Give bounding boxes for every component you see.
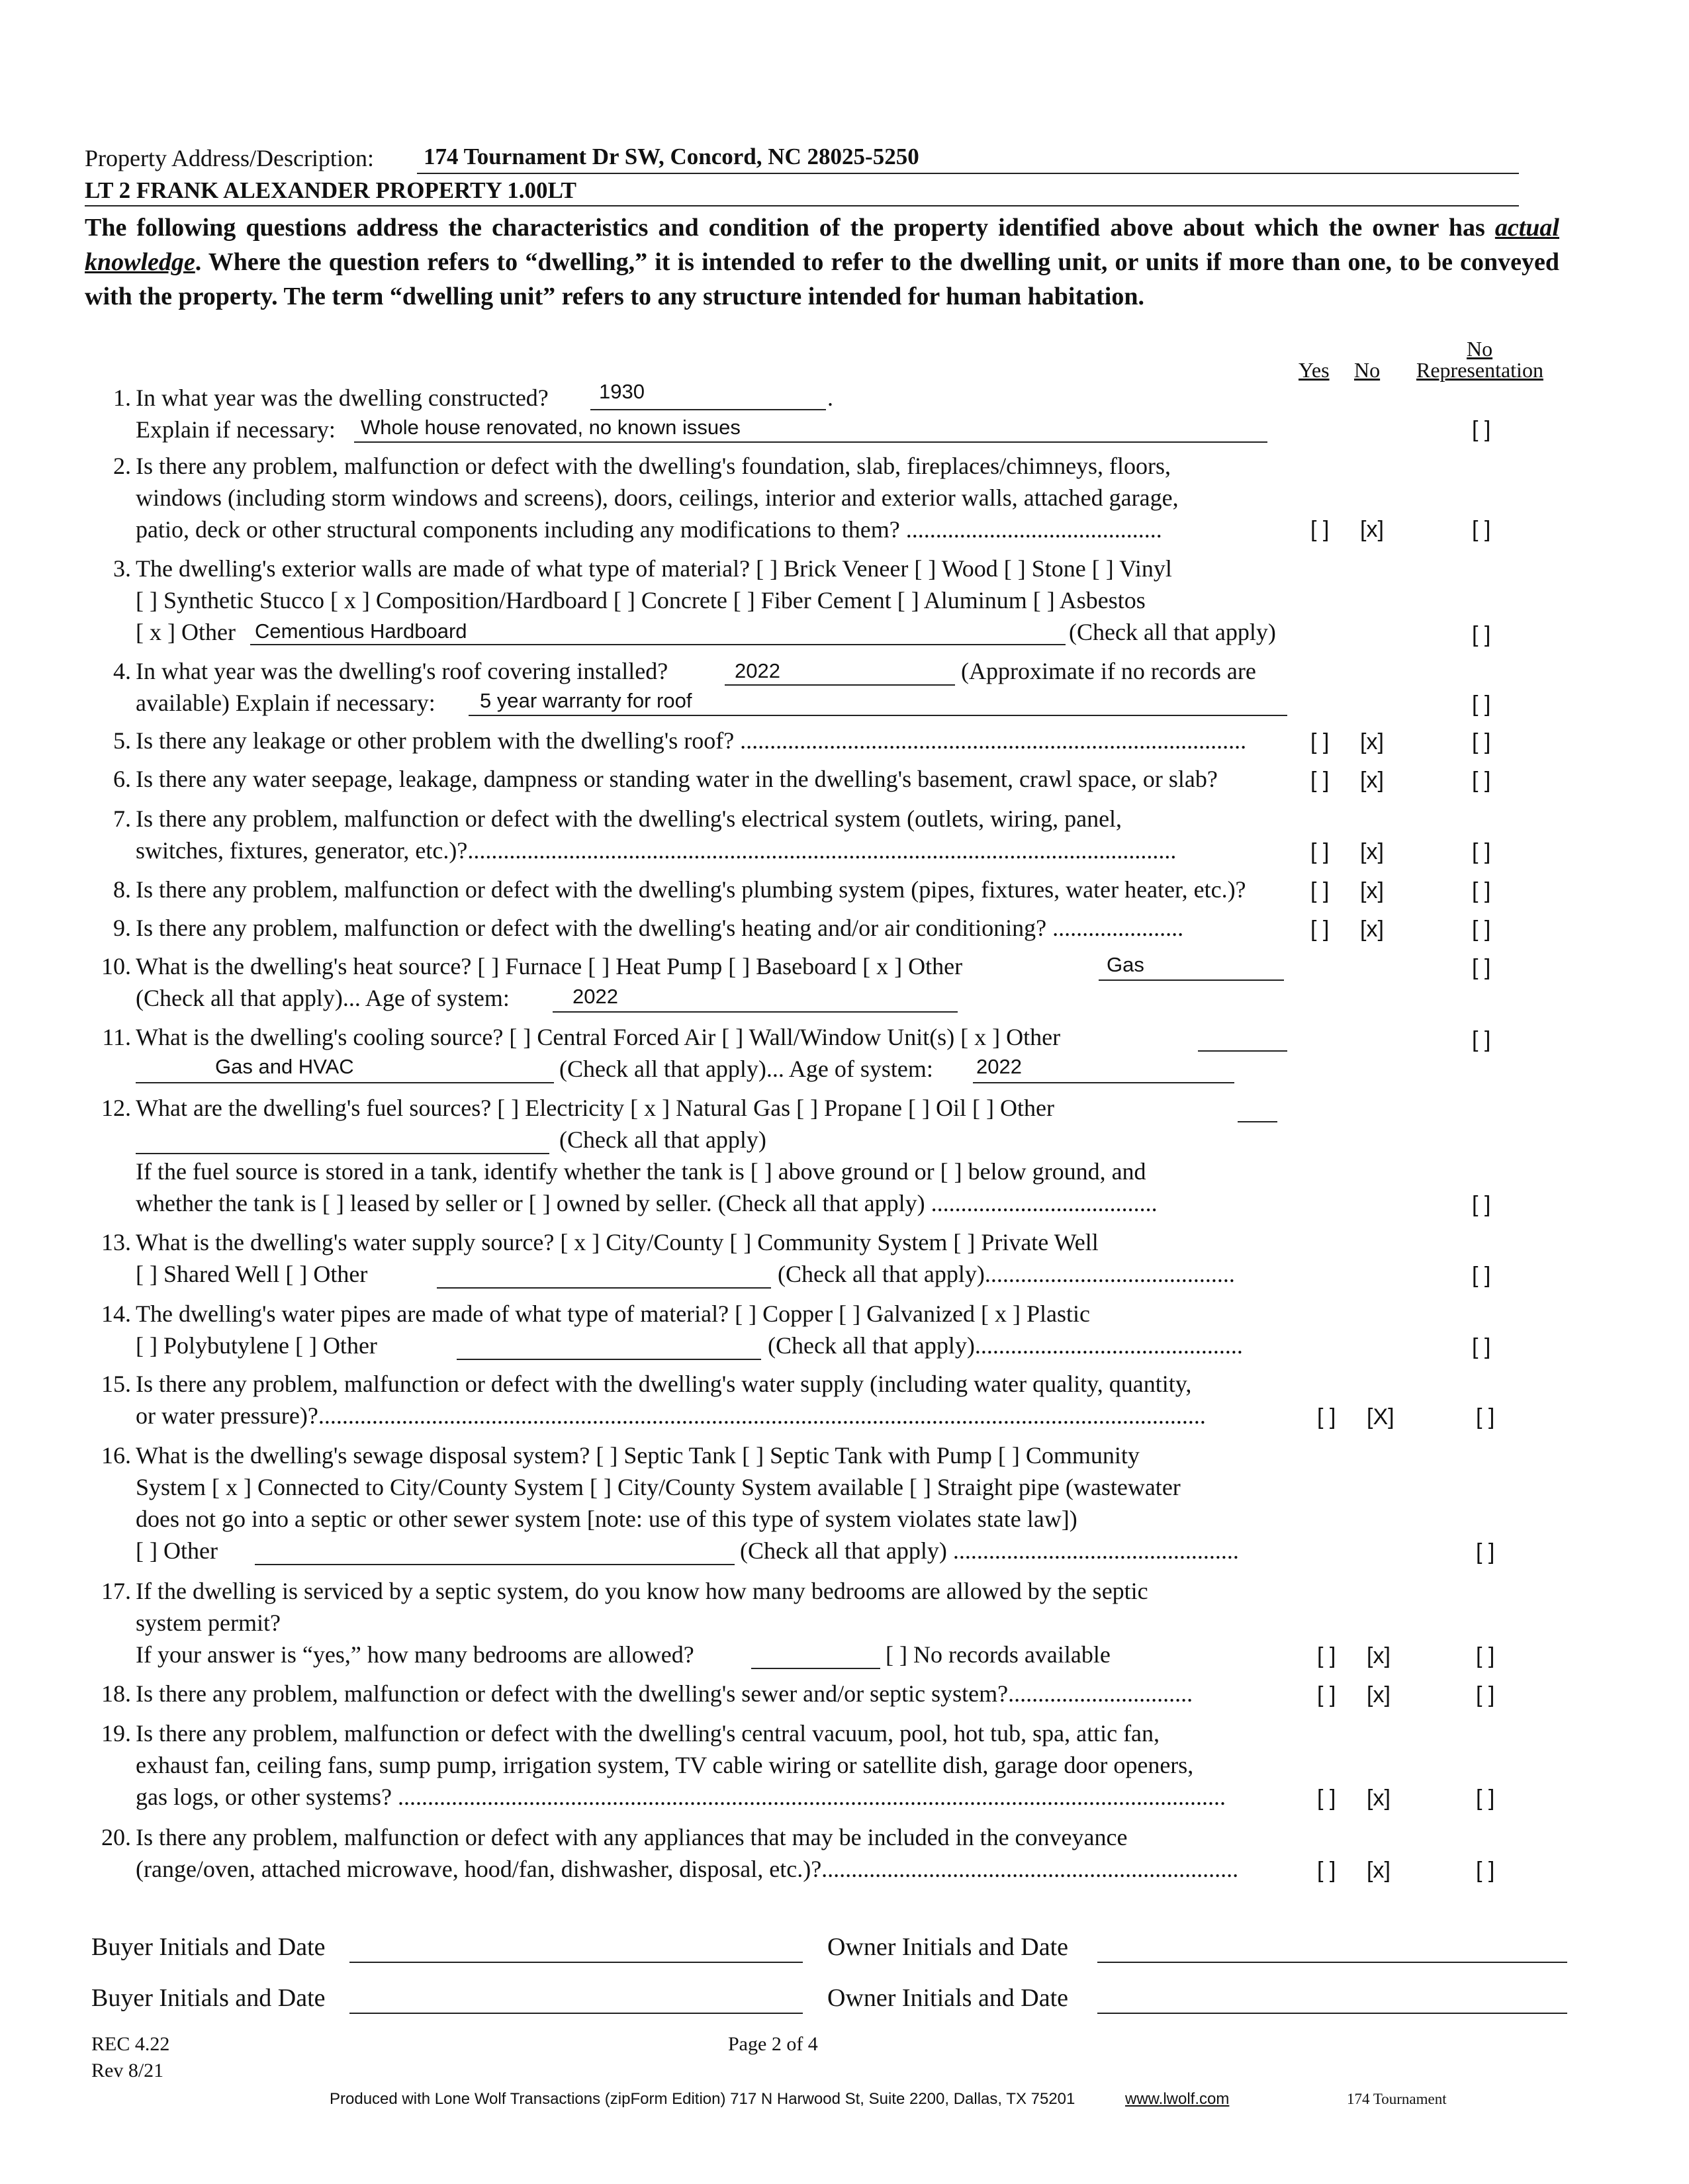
q13-number: 13. [101,1229,131,1255]
q18-yes-checkbox[interactable]: [ ] [1317,1682,1336,1707]
q16-number: 16. [101,1442,131,1469]
owner-initials-label-2: Owner Initials and Date [827,1984,1069,2012]
q15-line2: or water pressure)?..................................................................................................................................................... [136,1402,1206,1429]
q3-other-underline [250,644,1066,645]
q6-no-rep-checkbox[interactable]: [ ] [1472,768,1491,793]
q13-no-rep-checkbox[interactable]: [ ] [1472,1263,1491,1288]
q14-line2b: (Check all that apply)............................................. [768,1332,1243,1359]
q18-no-rep-checkbox[interactable]: [ ] [1476,1682,1495,1707]
q20-line1: Is there any problem, malfunction or defect with any appliances that may be included in the conveyance [136,1824,1128,1850]
q3-line1: The dwelling's exterior walls are made of what type of material? [ ] Brick Veneer [ ] Wood [ ] Stone [ ] Vinyl [136,555,1172,582]
q10-line2: (Check all that apply)... Age of system: [136,985,510,1011]
q6-yes-checkbox[interactable]: [ ] [1310,768,1330,793]
q18-no-checkbox[interactable]: [x] [1367,1682,1391,1707]
q13-line2a: [ ] Shared Well [ ] Other [136,1261,368,1287]
q1-year-value: 1930 [599,380,645,403]
q6-text: Is there any water seepage, leakage, dampness or standing water in the dwelling's basement, crawl space, or slab? [136,766,1218,792]
q17-line1: If the dwelling is serviced by a septic system, do you know how many bedrooms are allowed by the septic [136,1578,1148,1604]
q1-explain-underline [354,441,1267,443]
q10-number: 10. [101,953,131,979]
q12-number: 12. [101,1095,131,1121]
q1-explain-label: Explain if necessary: [136,416,336,443]
q4-year-value: 2022 [735,659,780,682]
q11-line1: What is the dwelling's cooling source? [ ] Central Forced Air [ ] Wall/Window Unit(s) [ x ] Other [136,1024,1061,1050]
q9-no-rep-checkbox[interactable]: [ ] [1472,917,1491,942]
q17-no-rep-checkbox[interactable]: [ ] [1476,1643,1495,1668]
q4-explain-value: 5 year warranty for roof [480,689,692,712]
q2-no-rep-checkbox[interactable]: [ ] [1472,517,1491,542]
q19-line1: Is there any problem, malfunction or defect with the dwelling's central vacuum, pool, hot tub, spa, attic fan, [136,1720,1160,1747]
q3-line3-prefix: [ x ] Other [136,619,236,645]
legal-underline [85,205,1519,206]
q5-text: Is there any leakage or other problem with the dwelling's roof? ..................................................................................... [136,727,1247,754]
q7-number: 7. [113,805,131,832]
q19-line2: exhaust fan, ceiling fans, sump pump, irrigation system, TV cable wiring or satellite dish, garage door openers, [136,1752,1194,1778]
q7-no-rep-checkbox[interactable]: [ ] [1472,839,1491,864]
buyer-initials-line-1[interactable] [349,1962,803,1963]
q3-number: 3. [113,555,131,582]
q12-line1: What are the dwelling's fuel sources? [ ] Electricity [ x ] Natural Gas [ ] Propane [ ] Oil [ ] Other [136,1095,1054,1121]
q10-age-value: 2022 [572,985,618,1008]
q6-number: 6. [113,766,131,792]
yes-column-header: Yes [1299,358,1330,382]
q19-number: 19. [101,1720,131,1747]
q16-other-underline [255,1564,735,1565]
q5-no-checkbox[interactable]: [x] [1360,729,1384,754]
q14-line2a: [ ] Polybutylene [ ] Other [136,1332,377,1359]
q4-no-rep-checkbox[interactable]: [ ] [1472,692,1491,717]
q3-no-rep-checkbox[interactable]: [ ] [1472,622,1491,647]
q1-no-rep-checkbox[interactable]: [ ] [1472,417,1491,442]
q17-number: 17. [101,1578,131,1604]
q12-other-underline-short [1238,1121,1277,1122]
legal-description: LT 2 FRANK ALEXANDER PROPERTY 1.00LT [85,177,576,203]
q8-yes-checkbox[interactable]: [ ] [1310,878,1330,903]
q20-line2: (range/oven, attached microwave, hood/fan, dishwasher, disposal, etc.)?...................................................................... [136,1856,1239,1882]
q8-no-checkbox[interactable]: [x] [1360,878,1384,903]
q18-text: Is there any problem, malfunction or defect with the dwelling's sewer and/or septic system?............................... [136,1680,1193,1707]
file-name: 174 Tournament [1347,2091,1447,2107]
q15-line1: Is there any problem, malfunction or defect with the dwelling's water supply (including water quality, quantity, [136,1371,1192,1397]
q16-line4a: [ ] Other [136,1537,218,1564]
q19-line3: gas logs, or other systems? ........................................................................................................................................... [136,1784,1226,1810]
address-underline [417,173,1519,174]
owner-initials-label-1: Owner Initials and Date [827,1933,1069,1961]
q7-line2: switches, fixtures, generator, etc.)?....................................................................................................................... [136,837,1177,864]
q11-other-underline [136,1082,554,1083]
q3-line2: [ ] Synthetic Stucco [ x ] Composition/Hardboard [ ] Concrete [ ] Fiber Cement [ ] Aluminum [ ] Asbestos [136,587,1146,614]
q15-no-rep-checkbox[interactable]: [ ] [1476,1404,1495,1430]
q1-period: . [827,385,833,411]
q13-line1: What is the dwelling's water supply source? [ x ] City/County [ ] Community System [ ] Private Well [136,1229,1099,1255]
q20-yes-checkbox[interactable]: [ ] [1317,1858,1336,1883]
q7-no-checkbox[interactable]: [x] [1360,839,1384,864]
q17-line3b: [ ] No records available [886,1641,1111,1668]
q3-other-value: Cementious Hardboard [255,619,467,643]
q10-other-underline [1099,979,1284,981]
property-address-label: Property Address/Description: [85,145,374,171]
q10-age-underline [553,1011,958,1013]
q1-explain-value: Whole house renovated, no known issues [361,416,741,439]
q2-number: 2. [113,453,131,479]
owner-initials-line-1[interactable] [1097,1962,1567,1963]
actual-knowledge-emphasis: actual knowledge [85,214,1559,276]
q4-approx-note: (Approximate if no records are [961,658,1256,684]
q9-number: 9. [113,915,131,941]
q11-other-value: Gas and HVAC [215,1055,354,1078]
q2-no-checkbox[interactable]: [x] [1360,517,1384,542]
q10-other-value: Gas [1107,953,1144,976]
q8-text: Is there any problem, malfunction or defect with the dwelling's plumbing system (pipes, fixtures, water heater, etc.)? [136,876,1246,903]
q11-line2: (Check all that apply)... Age of system: [559,1056,933,1082]
q10-line1: What is the dwelling's heat source? [ ] Furnace [ ] Heat Pump [ ] Baseboard [ x ] Other [136,953,963,979]
q20-no-rep-checkbox[interactable]: [ ] [1476,1858,1495,1883]
q13-other-underline [437,1287,771,1289]
q11-no-rep-checkbox[interactable]: [ ] [1472,1027,1491,1052]
q7-yes-checkbox[interactable]: [ ] [1310,839,1330,864]
buyer-initials-line-2[interactable] [349,2013,803,2014]
q16-no-rep-checkbox[interactable]: [ ] [1476,1539,1495,1565]
q1-number: 1. [113,385,131,411]
q14-other-underline [457,1359,761,1360]
q13-line2b: (Check all that apply).......................................... [778,1261,1235,1287]
q12-no-rep-checkbox[interactable]: [ ] [1472,1192,1491,1217]
q15-no-checkbox[interactable]: [X] [1367,1404,1394,1430]
buyer-initials-label-2: Buyer Initials and Date [91,1984,326,2012]
form-revision: Rev 8/21 [91,2060,164,2081]
q9-text: Is there any problem, malfunction or defect with the dwelling's heating and/or air conditioning? ...................... [136,915,1184,941]
q3-check-all: (Check all that apply) [1069,619,1276,645]
q15-number: 15. [101,1371,131,1397]
lwolf-website-link[interactable]: www.lwolf.com [1125,2090,1230,2108]
q17-yes-checkbox[interactable]: [ ] [1317,1643,1336,1668]
q11-other-underline-short [1198,1050,1287,1052]
q7-line1: Is there any problem, malfunction or defect with the dwelling's electrical system (outlets, wiring, panel, [136,805,1122,832]
q11-age-underline [973,1082,1234,1083]
q2-line1: Is there any problem, malfunction or defect with the dwelling's foundation, slab, fireplaces/chimneys, floors, [136,453,1171,479]
q14-number: 14. [101,1300,131,1327]
q20-number: 20. [101,1824,131,1850]
intro-paragraph: The following questions address the characteristics and condition of the property identified above about which the owner has actual knowledge. Where the question refers to “dwelling,” it is intended to refer to the dwelling unit, or units if more than one, to be conveyed with the property. The term “dwelling unit” refers to any structure intended for human habitation. [85,214,1559,310]
q6-no-checkbox[interactable]: [x] [1360,768,1384,793]
q12-line2: (Check all that apply) [559,1126,766,1153]
q14-no-rep-checkbox[interactable]: [ ] [1472,1334,1491,1359]
owner-initials-line-2[interactable] [1097,2013,1567,2014]
q5-yes-checkbox[interactable]: [ ] [1310,729,1330,754]
q11-age-value: 2022 [976,1055,1022,1078]
q9-no-checkbox[interactable]: [x] [1360,917,1384,942]
q4-line2-label: available) Explain if necessary: [136,690,435,716]
q17-line3a: If your answer is “yes,” how many bedrooms are allowed? [136,1641,694,1668]
q16-line4b: (Check all that apply) ................................................ [740,1537,1239,1564]
q19-no-checkbox[interactable]: [x] [1367,1786,1391,1811]
q2-line3: patio, deck or other structural components including any modifications to them? ........................................... [136,516,1162,543]
q1-year-underline [590,409,826,410]
q18-number: 18. [101,1680,131,1707]
q15-yes-checkbox[interactable]: [ ] [1317,1404,1336,1430]
property-address-value: 174 Tournament Dr SW, Concord, NC 28025-5250 [424,144,919,169]
q2-line2: windows (including storm windows and screens), doors, ceilings, interior and exterior walls, attached garage, [136,484,1179,511]
q4-explain-underline [469,715,1287,716]
q16-line3: does not go into a septic or other sewer system [note: use of this type of system violates state law]) [136,1506,1077,1532]
form-id: REC 4.22 [91,2033,170,2055]
page-number: Page 2 of 4 [728,2033,818,2055]
no-rep-header-line1: No [1467,337,1493,361]
q14-line1: The dwelling's water pipes are made of what type of material? [ ] Copper [ ] Galvanized [ x ] Plastic [136,1300,1090,1327]
produced-with-notice: Produced with Lone Wolf Transactions (zipForm Edition) 717 N Harwood St, Suite 2200, Dallas, TX 75201 [330,2090,1075,2108]
q4-year-underline [725,684,955,686]
buyer-initials-label-1: Buyer Initials and Date [91,1933,326,1961]
q8-number: 8. [113,876,131,903]
q8-no-rep-checkbox[interactable]: [ ] [1472,878,1491,903]
q5-number: 5. [113,727,131,754]
q19-yes-checkbox[interactable]: [ ] [1317,1786,1336,1811]
q17-no-checkbox[interactable]: [x] [1367,1643,1391,1668]
q12-other-underline [136,1153,549,1154]
q19-no-rep-checkbox[interactable]: [ ] [1476,1786,1495,1811]
q10-no-rep-checkbox[interactable]: [ ] [1472,955,1491,980]
q16-line2: System [ x ] Connected to City/County System [ ] City/County System available [ ] Straight pipe (wastewater [136,1474,1181,1500]
q4-text: In what year was the dwelling's roof covering installed? [136,658,668,684]
q11-number: 11. [102,1024,131,1050]
q5-no-rep-checkbox[interactable]: [ ] [1472,729,1491,754]
q4-number: 4. [113,658,131,684]
no-column-header: No [1354,358,1381,382]
q20-no-checkbox[interactable]: [x] [1367,1858,1391,1883]
q12-line3: If the fuel source is stored in a tank, identify whether the tank is [ ] above ground or [ ] below ground, and [136,1158,1146,1185]
q17-line2: system permit? [136,1610,281,1636]
q2-yes-checkbox[interactable]: [ ] [1310,517,1330,542]
q17-bedrooms-underline [751,1668,880,1669]
q9-yes-checkbox[interactable]: [ ] [1310,917,1330,942]
q12-line4: whether the tank is [ ] leased by seller or [ ] owned by seller. (Check all that apply) ...................................... [136,1190,1158,1216]
q1-text: In what year was the dwelling constructed? [136,385,549,411]
q16-line1: What is the dwelling's sewage disposal system? [ ] Septic Tank [ ] Septic Tank with Pump [ ] Community [136,1442,1140,1469]
no-rep-header-line2: Representation [1416,358,1543,382]
